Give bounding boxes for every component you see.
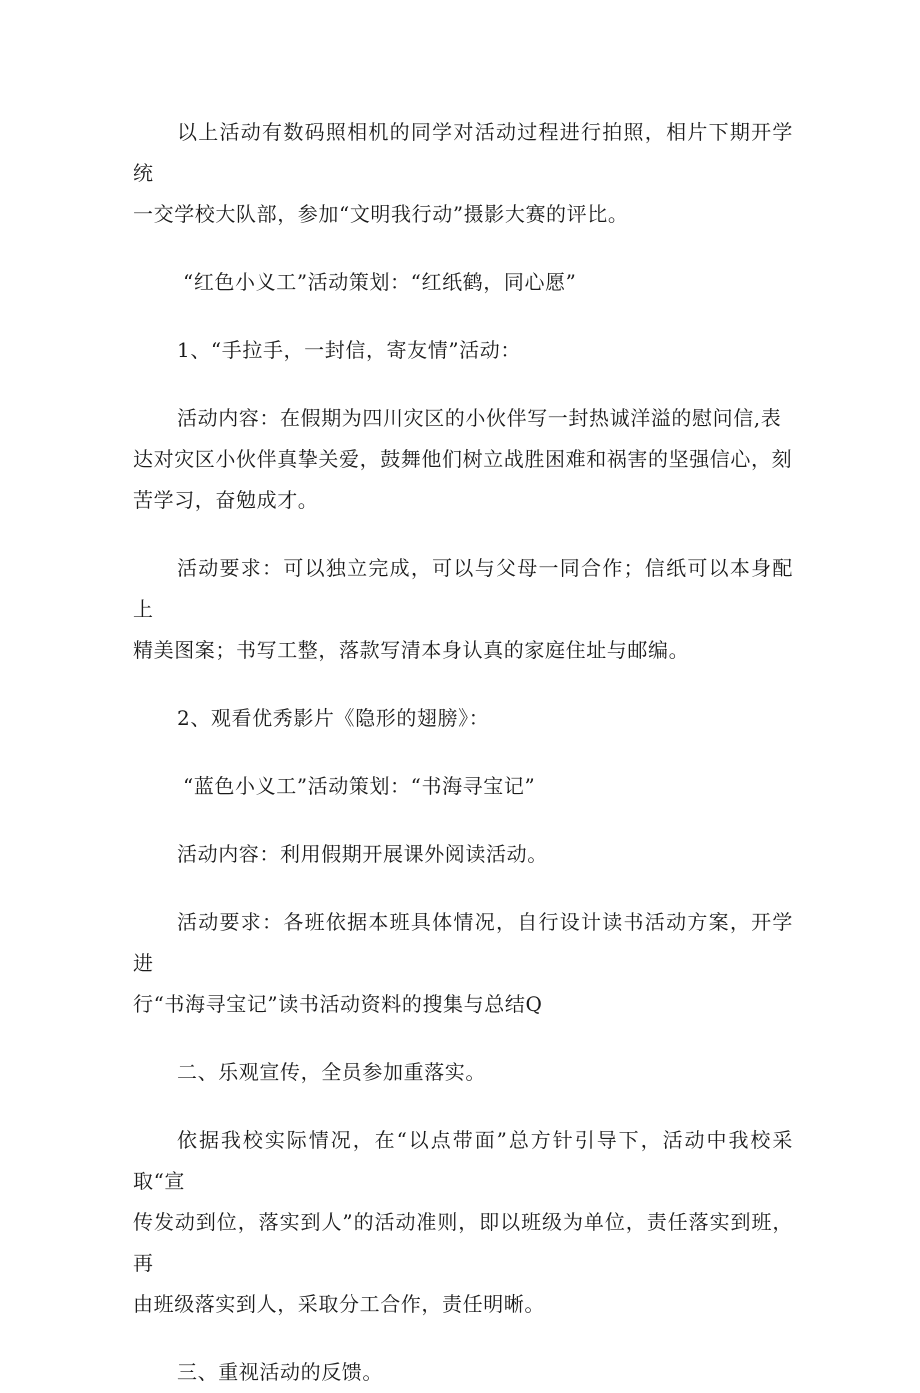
text-line: 传发动到位，落实到人”的活动准则，即以班级为单位，责任落实到班，再 — [133, 1210, 793, 1275]
document-body — [133, 112, 793, 1393]
text-line: 三、重视活动的反馈。 — [177, 1360, 383, 1384]
heading-section-2 — [133, 1052, 793, 1093]
text-line: 2、观看优秀影片《隐形的翅膀》： — [177, 706, 490, 730]
text-line: 活动要求：可以独立完成，可以与父母一同合作；信纸可以本身配上 — [133, 556, 793, 621]
paragraph-activity-content-2 — [133, 834, 793, 875]
text-line: “红色小义工”活动策划：“红纸鹤，同心愿” — [183, 270, 577, 294]
heading-item-2 — [133, 698, 793, 739]
text-line: 活动内容：在假期为四川灾区的小伙伴写一封热诚洋溢的慰问信,表 — [177, 406, 782, 430]
text-line: 达对灾区小伙伴真挚关爱，鼓舞他们树立战胜困难和祸害的坚强信心，刻 — [133, 447, 793, 471]
heading-item-1 — [133, 330, 793, 371]
text-line: 苦学习，奋勉成才。 — [133, 488, 319, 512]
text-line: 以上活动有数码照相机的同学对活动过程进行拍照，相片下期开学统 — [133, 120, 793, 185]
text-line: “蓝色小义工”活动策划：“书海寻宝记” — [183, 774, 536, 798]
heading-section-3 — [133, 1352, 793, 1393]
text-line: 活动要求：各班依据本班具体情况，自行设计读书活动方案，开学进 — [133, 910, 793, 975]
paragraph-activity-requirement-2 — [133, 902, 793, 1025]
text-line: 一交学校大队部，参加“文明我行动”摄影大赛的评比。 — [133, 202, 629, 226]
paragraph-activity-content-1 — [133, 398, 793, 521]
heading-blue-volunteer — [133, 766, 793, 807]
text-line: 由班级落实到人，采取分工合作，责任明晰。 — [133, 1292, 545, 1316]
text-line: 精美图案；书写工整，落款写清本身认真的家庭住址与邮编。 — [133, 638, 690, 662]
paragraph-implementation — [133, 1120, 793, 1325]
text-line: 二、乐观宣传，全员参加重落实。 — [177, 1060, 486, 1084]
text-line: 1、“手拉手，一封信，寄友情”活动： — [177, 338, 521, 362]
paragraph-activity-requirement-1 — [133, 548, 793, 671]
text-line: 依据我校实际情况，在“以点带面”总方针引导下，活动中我校采取“宣 — [133, 1128, 793, 1193]
text-line: 行“书海寻宝记”读书活动资料的搜集与总结Q — [133, 992, 543, 1016]
heading-red-volunteer — [133, 262, 793, 303]
paragraph-photo-contest — [133, 112, 793, 235]
text-line: 活动内容：利用假期开展课外阅读活动。 — [177, 842, 548, 866]
